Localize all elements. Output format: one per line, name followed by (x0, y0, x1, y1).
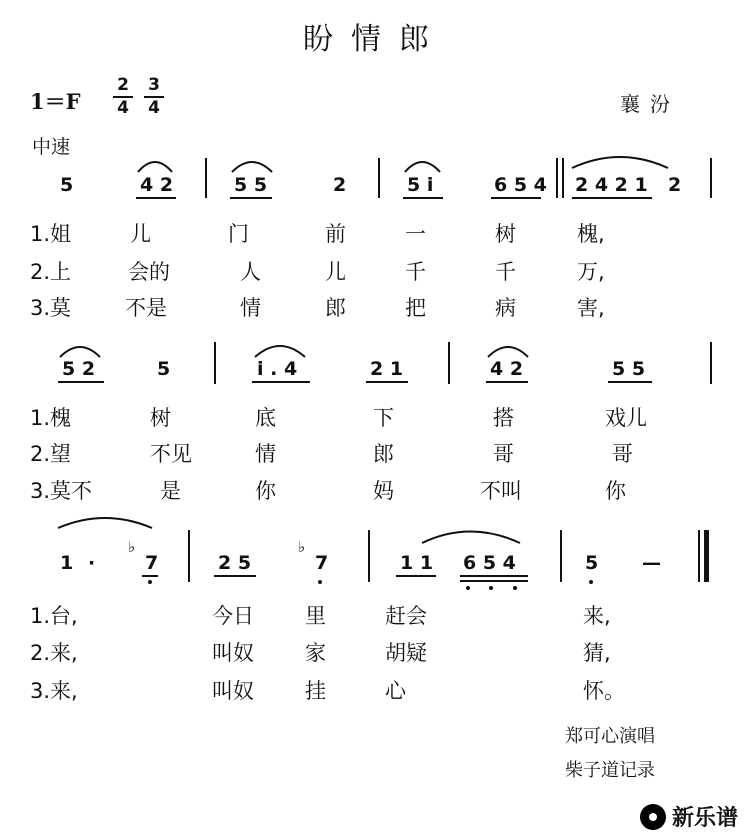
note-group: 1 (60, 552, 74, 574)
lyric: 1.台, (30, 604, 78, 628)
note-group: 2 (333, 174, 347, 196)
lyric: 会的 (128, 260, 170, 284)
time-sig-denominator: 4 (117, 98, 129, 118)
note-group: 5 i (407, 174, 434, 196)
lyric: 不是 (125, 296, 167, 320)
time-sig-numerator: 3 (148, 75, 160, 95)
note-group: 5 2 (62, 358, 96, 380)
note-group: 5 5 (234, 174, 268, 196)
note-group: 4 2 (490, 358, 524, 380)
lyric: 3.莫不 (30, 479, 93, 503)
lyric: 郎 (373, 442, 394, 466)
song-title: 盼情郎 (303, 22, 447, 57)
flat-sign: ♭ (128, 538, 136, 556)
lyric: 怀。 (583, 679, 625, 703)
lyric: 一 (405, 222, 426, 246)
lyric: 1.姐 (30, 222, 72, 246)
lyric: 叫奴 (212, 679, 254, 703)
brand-logo (640, 801, 738, 832)
lyric: 不叫 (480, 479, 522, 503)
lyric: 今日 (212, 604, 254, 628)
note-group: 6 5 4 (494, 174, 547, 196)
lyric: 戏儿 (605, 406, 647, 430)
lyric: 儿 (325, 260, 346, 284)
lyric: 家 (305, 641, 326, 665)
lyric: 下 (373, 406, 394, 430)
lyric: 万, (577, 260, 605, 284)
note-group: 5 (60, 174, 74, 196)
note-group: · (88, 552, 96, 574)
lyric: 2.望 (30, 442, 72, 466)
lyric: 猜, (583, 641, 611, 665)
lyric: 病 (495, 296, 516, 320)
lyric: 儿 (130, 222, 151, 246)
singer-credit: 郑可心演唱 (565, 726, 655, 747)
brand-name: 新乐谱 (671, 806, 738, 831)
note-group: i . 4 (257, 358, 298, 380)
key-signature: 1＝F (30, 89, 81, 114)
lyric: 前 (325, 222, 346, 246)
lyric: 3.来, (30, 679, 78, 703)
lyric: 底 (255, 406, 276, 430)
note-group: 1 1 (400, 552, 434, 574)
lyric: 害, (577, 296, 605, 320)
region-label: 襄汾 (620, 92, 680, 116)
lyric: 是 (160, 479, 181, 503)
lyric: 里 (305, 604, 326, 628)
note-group: 2 (668, 174, 682, 196)
lyric: 你 (605, 479, 626, 503)
lyric: 情 (255, 442, 276, 466)
lyric: 赶会 (385, 604, 427, 628)
time-sig-denominator: 4 (148, 98, 160, 118)
lyric: 千 (495, 260, 516, 284)
note-group: — (642, 552, 661, 574)
tempo-marking: 中速 (32, 136, 71, 158)
flat-sign: ♭ (298, 538, 306, 556)
note-group: 5 5 (612, 358, 646, 380)
recorder-credit: 柴子道记录 (565, 760, 655, 781)
lyric: 千 (405, 260, 426, 284)
lyric: 3.莫 (30, 296, 72, 320)
music-disc-icon (640, 804, 666, 830)
note-group: 2 5 (218, 552, 252, 574)
lyric: 哥 (493, 442, 514, 466)
lyric: 叫奴 (212, 641, 254, 665)
note-group: 2 1 (370, 358, 404, 380)
lyric: 把 (405, 296, 426, 320)
note-group: 6 5 4 (463, 552, 516, 574)
note-group: 2 4 2 1 (575, 174, 648, 196)
lyric: 2.来, (30, 641, 78, 665)
lyric: 你 (255, 479, 276, 503)
lyric: 哥 (612, 442, 633, 466)
lyric: 搭 (493, 406, 514, 430)
lyric: 情 (240, 296, 261, 320)
lyric: 2.上 (30, 260, 72, 284)
lyric: 郎 (325, 296, 346, 320)
lyric: 挂 (305, 679, 326, 703)
note-group: 7 (145, 552, 159, 574)
lyric: 树 (150, 406, 171, 430)
lyric: 1.槐 (30, 406, 72, 430)
note-group: 5 (585, 552, 599, 574)
lyric: 胡疑 (385, 641, 427, 665)
lyric: 来, (583, 604, 611, 628)
lyric: 人 (240, 260, 261, 284)
time-sig-numerator: 2 (117, 75, 129, 95)
note-group: 4 2 (140, 174, 174, 196)
lyric: 门 (228, 222, 249, 246)
lyric: 不见 (150, 442, 192, 466)
note-group: 5 (157, 358, 171, 380)
lyric: 妈 (373, 479, 394, 503)
lyric: 心 (385, 679, 406, 703)
lyric: 树 (495, 222, 516, 246)
note-group: 7 (315, 552, 329, 574)
lyric: 槐, (577, 222, 605, 246)
